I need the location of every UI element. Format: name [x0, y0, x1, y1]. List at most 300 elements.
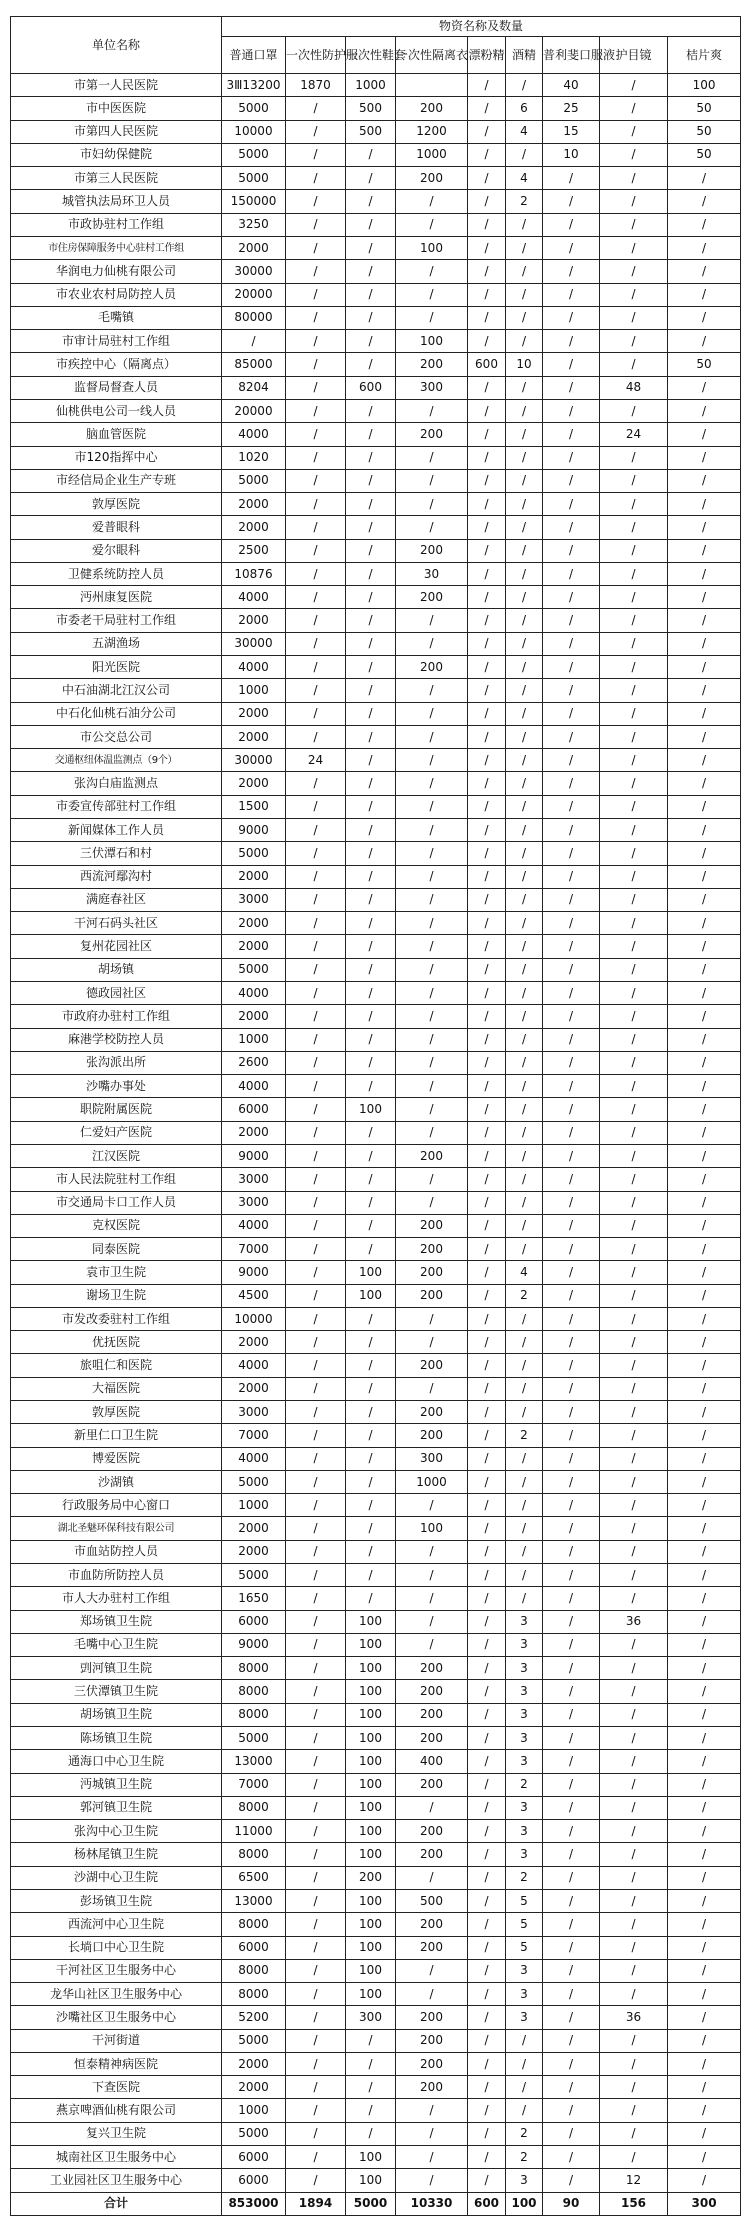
value-cell: /: [506, 1401, 543, 1424]
value-cell: /: [346, 865, 396, 888]
value-cell: 48: [600, 376, 668, 399]
value-cell: /: [543, 446, 600, 469]
value-cell: /: [286, 1564, 346, 1587]
value-cell: /: [600, 725, 668, 748]
value-cell: 100: [668, 74, 741, 97]
value-cell: 2000: [222, 1121, 286, 1144]
value-cell: [396, 74, 468, 97]
value-cell: /: [468, 1470, 506, 1493]
value-cell: /: [286, 1144, 346, 1167]
value-cell: /: [600, 749, 668, 772]
value-cell: 100: [346, 1913, 396, 1936]
unit-name-cell: 恒泰精神病医院: [11, 2052, 222, 2075]
value-cell: /: [286, 283, 346, 306]
value-cell: /: [346, 609, 396, 632]
value-cell: 3: [506, 1750, 543, 1773]
value-cell: /: [346, 2029, 396, 2052]
table-row: [11, 2169, 741, 2192]
table-row: [11, 1377, 741, 1400]
value-cell: 1000: [222, 2099, 286, 2122]
unit-name-cell: 龙华山社区卫生服务中心: [11, 1983, 222, 2006]
column-header: 漂粉精: [468, 37, 506, 74]
value-cell: 9000: [222, 1144, 286, 1167]
unit-name-cell: 仙桃供电公司一线人员: [11, 399, 222, 422]
value-cell: /: [543, 1610, 600, 1633]
value-cell: /: [346, 656, 396, 679]
table-row: [11, 353, 741, 376]
value-cell: /: [468, 1703, 506, 1726]
value-cell: /: [506, 469, 543, 492]
value-cell: 100: [346, 1983, 396, 2006]
value-cell: /: [600, 330, 668, 353]
value-cell: 100: [396, 1517, 468, 1540]
value-cell: 20000: [222, 283, 286, 306]
value-cell: 4000: [222, 423, 286, 446]
value-cell: /: [543, 1121, 600, 1144]
value-cell: /: [468, 725, 506, 748]
value-cell: /: [600, 772, 668, 795]
value-cell: /: [600, 702, 668, 725]
table-row: [11, 236, 741, 259]
table-row: [11, 1517, 741, 1540]
value-cell: /: [506, 2076, 543, 2099]
value-cell: /: [286, 446, 346, 469]
unit-name-cell: 市疾控中心（隔离点）: [11, 353, 222, 376]
table-row: [11, 795, 741, 818]
value-cell: /: [543, 1517, 600, 1540]
unit-name-cell: 下查医院: [11, 2076, 222, 2099]
value-cell: /: [396, 1866, 468, 1889]
value-cell: /: [468, 1726, 506, 1749]
value-cell: 200: [396, 1936, 468, 1959]
value-cell: /: [506, 1470, 543, 1493]
value-cell: /: [468, 539, 506, 562]
value-cell: /: [468, 702, 506, 725]
value-cell: /: [346, 1540, 396, 1563]
value-cell: 2: [506, 1284, 543, 1307]
value-cell: /: [396, 493, 468, 516]
table-row: [11, 74, 741, 97]
unit-name-cell: 胡场镇卫生院: [11, 1703, 222, 1726]
value-cell: /: [600, 539, 668, 562]
value-cell: /: [668, 888, 741, 911]
value-cell: /: [600, 2029, 668, 2052]
table-row: [11, 376, 741, 399]
value-cell: /: [346, 912, 396, 935]
table-row: [11, 1610, 741, 1633]
value-cell: /: [346, 586, 396, 609]
unit-name-cell: 市第三人民医院: [11, 167, 222, 190]
value-cell: /: [600, 1191, 668, 1214]
value-cell: /: [543, 1075, 600, 1098]
value-cell: /: [600, 1517, 668, 1540]
value-cell: /: [668, 1168, 741, 1191]
value-cell: /: [396, 865, 468, 888]
value-cell: /: [543, 2122, 600, 2145]
value-cell: 5000: [222, 469, 286, 492]
value-cell: 3: [506, 1610, 543, 1633]
value-cell: 3250: [222, 213, 286, 236]
value-cell: /: [506, 772, 543, 795]
value-cell: 6: [506, 97, 543, 120]
table-row: [11, 1424, 741, 1447]
value-cell: /: [468, 795, 506, 818]
value-cell: /: [286, 1401, 346, 1424]
value-cell: /: [668, 725, 741, 748]
value-cell: 2: [506, 190, 543, 213]
table-row: [11, 1028, 741, 1051]
table-row: [11, 1587, 741, 1610]
value-cell: /: [286, 1191, 346, 1214]
value-cell: /: [468, 981, 506, 1004]
unit-name-cell: 市公交总公司: [11, 725, 222, 748]
unit-name-cell: 张沟派出所: [11, 1051, 222, 1074]
value-cell: /: [286, 865, 346, 888]
value-cell: 5000: [222, 167, 286, 190]
value-cell: 200: [396, 1913, 468, 1936]
total-row: [11, 2192, 741, 2215]
value-cell: /: [600, 586, 668, 609]
table-row: [11, 632, 741, 655]
value-cell: /: [346, 2099, 396, 2122]
value-cell: 100: [346, 1726, 396, 1749]
table-row: [11, 702, 741, 725]
value-cell: 2000: [222, 1005, 286, 1028]
value-cell: 9000: [222, 1633, 286, 1656]
value-cell: 5000: [222, 1564, 286, 1587]
value-cell: /: [396, 1191, 468, 1214]
unit-name-cell: 爱普眼科: [11, 516, 222, 539]
value-cell: /: [543, 236, 600, 259]
value-cell: 1000: [222, 679, 286, 702]
value-cell: /: [543, 1168, 600, 1191]
value-cell: /: [543, 1889, 600, 1912]
value-cell: /: [468, 819, 506, 842]
table-row: [11, 1820, 741, 1843]
value-cell: 200: [396, 2029, 468, 2052]
value-cell: /: [468, 2099, 506, 2122]
value-cell: 4: [506, 120, 543, 143]
value-cell: /: [668, 2169, 741, 2192]
unit-name-cell: 爱尔眼科: [11, 539, 222, 562]
value-cell: /: [286, 1913, 346, 1936]
value-cell: /: [286, 935, 346, 958]
value-cell: /: [286, 2099, 346, 2122]
value-cell: /: [396, 1331, 468, 1354]
value-cell: /: [346, 283, 396, 306]
value-cell: /: [668, 2052, 741, 2075]
value-cell: /: [396, 609, 468, 632]
value-cell: /: [600, 1936, 668, 1959]
value-cell: /: [506, 702, 543, 725]
value-cell: /: [543, 1540, 600, 1563]
value-cell: /: [468, 213, 506, 236]
value-cell: /: [396, 958, 468, 981]
value-cell: /: [346, 1168, 396, 1191]
value-cell: /: [346, 2052, 396, 2075]
value-cell: /: [346, 958, 396, 981]
value-cell: 200: [396, 1144, 468, 1167]
value-cell: /: [346, 772, 396, 795]
value-cell: /: [600, 679, 668, 702]
value-cell: /: [506, 330, 543, 353]
value-cell: /: [346, 213, 396, 236]
value-cell: /: [600, 213, 668, 236]
value-cell: /: [600, 236, 668, 259]
value-cell: 9000: [222, 1261, 286, 1284]
value-cell: /: [543, 1657, 600, 1680]
value-cell: 10: [506, 353, 543, 376]
value-cell: 2500: [222, 539, 286, 562]
value-cell: 2000: [222, 772, 286, 795]
value-cell: /: [468, 120, 506, 143]
value-cell: 200: [396, 1354, 468, 1377]
value-cell: /: [543, 888, 600, 911]
value-cell: 100: [346, 1098, 396, 1121]
value-cell: /: [543, 423, 600, 446]
value-cell: /: [468, 1959, 506, 1982]
value-cell: /: [600, 1284, 668, 1307]
value-cell: /: [600, 260, 668, 283]
value-cell: /: [543, 632, 600, 655]
value-cell: /: [543, 1377, 600, 1400]
value-cell: 8000: [222, 1703, 286, 1726]
value-cell: /: [396, 2169, 468, 2192]
value-cell: 200: [396, 586, 468, 609]
value-cell: /: [506, 842, 543, 865]
value-cell: /: [468, 493, 506, 516]
value-cell: /: [468, 679, 506, 702]
table-row: [11, 1005, 741, 1028]
value-cell: /: [396, 2099, 468, 2122]
value-cell: /: [346, 399, 396, 422]
value-cell: /: [600, 2076, 668, 2099]
value-cell: /: [668, 1750, 741, 1773]
value-cell: 4000: [222, 656, 286, 679]
value-cell: /: [543, 353, 600, 376]
value-cell: /: [468, 2146, 506, 2169]
unit-name-cell: 新里仁口卫生院: [11, 1424, 222, 1447]
value-cell: /: [468, 330, 506, 353]
value-cell: 50: [668, 120, 741, 143]
value-cell: /: [286, 1773, 346, 1796]
value-cell: /: [543, 1424, 600, 1447]
value-cell: /: [600, 1424, 668, 1447]
value-cell: 156: [600, 2192, 668, 2215]
unit-name-cell: 西流河中心卫生院: [11, 1913, 222, 1936]
value-cell: /: [668, 283, 741, 306]
value-cell: /: [506, 1121, 543, 1144]
value-cell: /: [286, 213, 346, 236]
unit-name-cell: 中石化仙桃石油分公司: [11, 702, 222, 725]
unit-name-cell: 杨林尾镇卫生院: [11, 1843, 222, 1866]
value-cell: 100: [346, 1820, 396, 1843]
value-cell: 300: [346, 2006, 396, 2029]
value-cell: /: [668, 330, 741, 353]
unit-name-cell: 城南社区卫生服务中心: [11, 2146, 222, 2169]
unit-name-cell: 仁爱妇产医院: [11, 1121, 222, 1144]
value-cell: /: [600, 97, 668, 120]
value-cell: /: [346, 423, 396, 446]
value-cell: 3: [506, 1657, 543, 1680]
value-cell: /: [543, 702, 600, 725]
table-row: [11, 1703, 741, 1726]
value-cell: /: [600, 842, 668, 865]
value-cell: /: [506, 1191, 543, 1214]
value-cell: /: [506, 981, 543, 1004]
value-cell: /: [286, 702, 346, 725]
value-cell: /: [286, 469, 346, 492]
supply-group-header: 物资名称及数量: [222, 17, 741, 37]
unit-name-cell: 市中医医院: [11, 97, 222, 120]
value-cell: 8000: [222, 1796, 286, 1819]
unit-name-cell: 阳光医院: [11, 656, 222, 679]
value-cell: /: [468, 1820, 506, 1843]
table-row: [11, 97, 741, 120]
value-cell: /: [468, 97, 506, 120]
value-cell: /: [600, 1051, 668, 1074]
value-cell: 200: [396, 1284, 468, 1307]
unit-name-cell: 旅咀仁和医院: [11, 1354, 222, 1377]
value-cell: 100: [346, 1261, 396, 1284]
unit-name-cell: 市政府办驻村工作组: [11, 1005, 222, 1028]
value-cell: /: [668, 1587, 741, 1610]
value-cell: /: [286, 1703, 346, 1726]
value-cell: /: [468, 283, 506, 306]
value-cell: 200: [396, 1703, 468, 1726]
value-cell: /: [668, 912, 741, 935]
value-cell: 200: [396, 1657, 468, 1680]
value-cell: /: [668, 1354, 741, 1377]
value-cell: /: [506, 516, 543, 539]
unit-name-cell: 麻港学校防控人员: [11, 1028, 222, 1051]
value-cell: 1500: [222, 795, 286, 818]
value-cell: /: [468, 1936, 506, 1959]
value-cell: /: [600, 2146, 668, 2169]
value-cell: /: [222, 330, 286, 353]
value-cell: 30000: [222, 749, 286, 772]
value-cell: 3: [506, 1959, 543, 1982]
value-cell: /: [468, 958, 506, 981]
value-cell: /: [286, 1354, 346, 1377]
value-cell: 100: [396, 236, 468, 259]
value-cell: /: [468, 1028, 506, 1051]
value-cell: /: [468, 469, 506, 492]
table-row: [11, 143, 741, 166]
value-cell: /: [506, 819, 543, 842]
value-cell: /: [668, 1121, 741, 1144]
value-cell: /: [600, 1540, 668, 1563]
value-cell: /: [286, 1238, 346, 1261]
value-cell: /: [286, 586, 346, 609]
value-cell: 2000: [222, 725, 286, 748]
unit-name-cell: 交通枢纽体温监测点（9个）: [11, 749, 222, 772]
value-cell: /: [396, 935, 468, 958]
value-cell: /: [286, 795, 346, 818]
value-cell: /: [668, 865, 741, 888]
unit-name-cell: 干河街道: [11, 2029, 222, 2052]
value-cell: /: [543, 516, 600, 539]
value-cell: /: [668, 2076, 741, 2099]
value-cell: /: [668, 1098, 741, 1121]
value-cell: /: [506, 1517, 543, 1540]
value-cell: /: [668, 1657, 741, 1680]
value-cell: /: [506, 1238, 543, 1261]
value-cell: /: [468, 1633, 506, 1656]
table-row: [11, 562, 741, 585]
unit-name-cell: 市农业农村局防控人员: [11, 283, 222, 306]
value-cell: /: [506, 2052, 543, 2075]
unit-name-cell: 毛嘴中心卫生院: [11, 1633, 222, 1656]
value-cell: 200: [396, 1424, 468, 1447]
value-cell: /: [286, 306, 346, 329]
table-row: [11, 1936, 741, 1959]
value-cell: /: [543, 2169, 600, 2192]
value-cell: /: [346, 1214, 396, 1237]
value-cell: /: [468, 2169, 506, 2192]
value-cell: /: [668, 632, 741, 655]
value-cell: 300: [668, 2192, 741, 2215]
value-cell: 100: [346, 1657, 396, 1680]
value-cell: /: [346, 167, 396, 190]
value-cell: /: [668, 1820, 741, 1843]
value-cell: /: [668, 562, 741, 585]
value-cell: 200: [396, 423, 468, 446]
value-cell: 24: [600, 423, 668, 446]
value-cell: /: [668, 190, 741, 213]
unit-name-cell: 满庭春社区: [11, 888, 222, 911]
value-cell: /: [600, 1098, 668, 1121]
value-cell: 25: [543, 97, 600, 120]
value-cell: /: [543, 981, 600, 1004]
value-cell: 200: [396, 2006, 468, 2029]
value-cell: /: [600, 2099, 668, 2122]
value-cell: /: [600, 795, 668, 818]
value-cell: 200: [396, 1843, 468, 1866]
value-cell: /: [506, 1331, 543, 1354]
value-cell: /: [668, 1238, 741, 1261]
table-row: [11, 330, 741, 353]
value-cell: /: [346, 469, 396, 492]
value-cell: /: [668, 516, 741, 539]
value-cell: /: [286, 1657, 346, 1680]
value-cell: 8000: [222, 1680, 286, 1703]
value-cell: /: [668, 1633, 741, 1656]
value-cell: /: [286, 236, 346, 259]
value-cell: /: [468, 1005, 506, 1028]
value-cell: /: [346, 190, 396, 213]
table-row: [11, 306, 741, 329]
value-cell: /: [468, 2006, 506, 2029]
table-row: [11, 935, 741, 958]
value-cell: 200: [396, 1401, 468, 1424]
value-cell: /: [506, 376, 543, 399]
value-cell: 50: [668, 97, 741, 120]
value-cell: /: [468, 912, 506, 935]
value-cell: /: [668, 958, 741, 981]
value-cell: /: [543, 1959, 600, 1982]
header-row-1: [11, 17, 741, 37]
value-cell: 2600: [222, 1051, 286, 1074]
value-cell: /: [346, 1470, 396, 1493]
value-cell: /: [346, 2122, 396, 2145]
value-cell: 200: [396, 97, 468, 120]
value-cell: /: [543, 609, 600, 632]
value-cell: /: [543, 306, 600, 329]
value-cell: /: [286, 1610, 346, 1633]
value-cell: /: [396, 679, 468, 702]
table-row: [11, 1214, 741, 1237]
